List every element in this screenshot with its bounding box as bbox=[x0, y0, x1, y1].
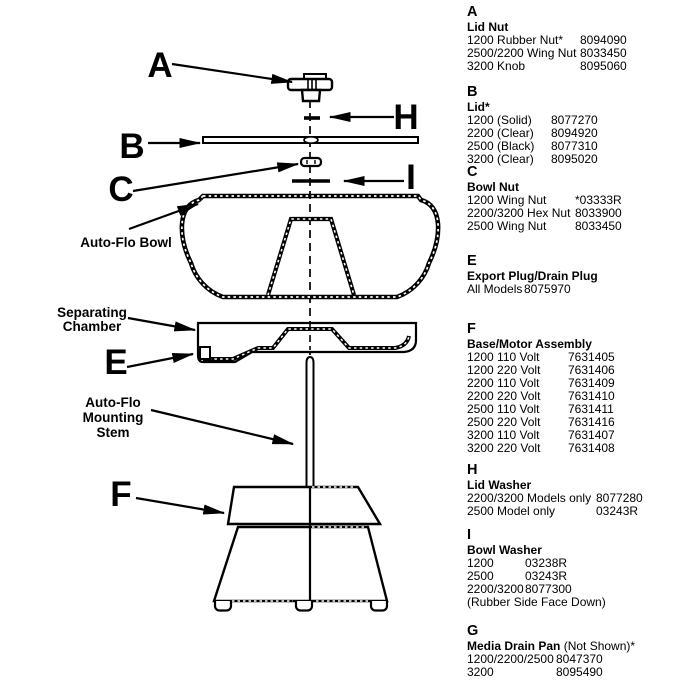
part-name: 2200/3200 Hex Nut bbox=[467, 206, 571, 220]
arrow-c bbox=[133, 164, 298, 191]
auto-flo-bowl-label: Auto-Flo Bowl bbox=[80, 235, 172, 250]
part-number: 8094920 bbox=[551, 126, 598, 140]
part-name: 2200 (Clear) bbox=[467, 126, 534, 140]
arrow-e bbox=[127, 354, 193, 367]
part-number: 03238R bbox=[525, 556, 568, 570]
export-plug-drawing bbox=[200, 347, 210, 359]
part-row bbox=[467, 596, 698, 609]
mounting-stem-drawing bbox=[307, 357, 314, 487]
section-letter: F bbox=[467, 321, 477, 337]
section-title bbox=[467, 20, 698, 34]
mounting-stem-label-line1: Auto-Flo bbox=[85, 395, 141, 410]
arrow-separating-chamber bbox=[128, 318, 195, 330]
part-name: 3200 110 Volt bbox=[467, 428, 540, 442]
section-title bbox=[467, 639, 698, 653]
parts-section-H bbox=[467, 462, 698, 518]
part-number: 8033450 bbox=[575, 219, 622, 233]
part-name: 1200 110 Volt bbox=[467, 350, 540, 364]
separating-chamber-label-line1: Separating bbox=[57, 305, 127, 320]
part-name: 1200 Rubber Nut* bbox=[467, 33, 564, 47]
part-name: All Models bbox=[467, 282, 523, 296]
section-title-bold: Bowl Nut bbox=[467, 180, 519, 194]
part-number: 7631409 bbox=[568, 376, 615, 390]
part-number: 7631416 bbox=[568, 415, 615, 429]
part-number: 8033900 bbox=[575, 206, 622, 220]
section-title-bold: Media Drain Pan bbox=[467, 639, 561, 653]
parts-section-C bbox=[467, 164, 698, 233]
section-title-bold: Lid Nut bbox=[467, 20, 509, 34]
lid-drawing bbox=[203, 137, 418, 143]
part-number: 7631411 bbox=[568, 402, 614, 416]
part-row bbox=[467, 505, 698, 518]
part-name: 1200/2200/2500 bbox=[467, 652, 554, 666]
callout-b-label: B bbox=[119, 127, 145, 166]
part-row bbox=[467, 557, 698, 570]
section-title-bold: Lid* bbox=[467, 100, 490, 114]
part-number: 7631406 bbox=[568, 363, 615, 377]
section-title bbox=[467, 180, 698, 194]
section-letter: G bbox=[467, 623, 479, 639]
section-letter: H bbox=[467, 462, 478, 478]
callout-i-label: I bbox=[406, 158, 416, 197]
part-name: 2200/3200 Models only bbox=[467, 491, 592, 505]
parts-list bbox=[467, 0, 698, 700]
separating-chamber-label-line2: Chamber bbox=[62, 319, 122, 334]
part-name: 2500 220 Volt bbox=[467, 415, 541, 429]
part-name: 2200 220 Volt bbox=[467, 389, 541, 403]
part-number: 8077300 bbox=[525, 582, 572, 596]
part-number: 8095020 bbox=[551, 152, 598, 166]
part-name: 2500 Model only bbox=[467, 504, 556, 518]
section-letter: I bbox=[467, 527, 472, 543]
part-number: 8094090 bbox=[580, 33, 627, 47]
section-title bbox=[467, 337, 698, 351]
part-number: 8047370 bbox=[556, 652, 603, 666]
lid-nut-drawing bbox=[288, 74, 332, 101]
section-letter: C bbox=[467, 164, 478, 180]
arrow-a bbox=[172, 64, 292, 82]
part-name: 2500 Wing Nut bbox=[467, 219, 547, 233]
arrow-bowl bbox=[129, 204, 198, 229]
part-name: 1200 220 Volt bbox=[467, 363, 541, 377]
parts-section-I bbox=[467, 527, 698, 609]
part-number: 7631410 bbox=[568, 389, 615, 403]
section-letter: A bbox=[467, 4, 478, 20]
section-title-bold: Bowl Washer bbox=[467, 543, 542, 557]
part-name: 3200 bbox=[467, 665, 494, 679]
callout-h-label: H bbox=[393, 98, 419, 137]
part-name: 1200 bbox=[467, 556, 494, 570]
base-motor-drawing bbox=[214, 487, 387, 611]
part-name: 2500 110 Volt bbox=[467, 402, 540, 416]
mounting-stem-label-line3: Stem bbox=[96, 425, 130, 440]
part-number: 8077310 bbox=[551, 139, 598, 153]
part-name: 3200 Knob bbox=[467, 59, 526, 73]
part-name: 3200 220 Volt bbox=[467, 441, 541, 455]
mounting-stem-label-line2: Mounting bbox=[82, 410, 144, 425]
part-number: 03243R bbox=[525, 569, 568, 583]
part-row bbox=[467, 283, 698, 296]
section-title bbox=[467, 269, 698, 283]
part-name: 2200/3200 bbox=[467, 582, 524, 596]
part-row bbox=[467, 442, 698, 455]
part-name: (Rubber Side Face Down) bbox=[467, 595, 606, 609]
parts-section-F bbox=[467, 321, 698, 455]
parts-section-B bbox=[467, 84, 698, 166]
part-number: 8033450 bbox=[580, 46, 627, 60]
part-number: 8077280 bbox=[596, 491, 643, 505]
part-name: 1200 Wing Nut bbox=[467, 193, 547, 207]
bowl-nut-drawing bbox=[301, 158, 321, 166]
part-number: 8095490 bbox=[556, 665, 603, 679]
section-title-bold: Lid Washer bbox=[467, 478, 532, 492]
part-number: 8077270 bbox=[551, 113, 598, 127]
part-number: 8075970 bbox=[524, 282, 571, 296]
parts-section-A bbox=[467, 4, 698, 73]
parts-section-E bbox=[467, 253, 698, 296]
part-row bbox=[467, 220, 698, 233]
section-letter: B bbox=[467, 84, 478, 100]
callout-arrows bbox=[127, 64, 404, 513]
section-title bbox=[467, 478, 698, 492]
part-name: 3200 (Clear) bbox=[467, 152, 534, 166]
part-row bbox=[467, 60, 698, 73]
section-title-bold: Base/Motor Assembly bbox=[467, 337, 592, 351]
part-name: 1200 (Solid) bbox=[467, 113, 532, 127]
arrow-f bbox=[136, 498, 224, 513]
section-title bbox=[467, 543, 698, 557]
part-row bbox=[467, 666, 698, 679]
section-letter: E bbox=[467, 253, 478, 269]
callout-f-label: F bbox=[110, 475, 132, 514]
callout-a-label: A bbox=[147, 46, 173, 85]
parts-section-G bbox=[467, 623, 698, 679]
part-number: 7631408 bbox=[568, 441, 615, 455]
section-title-rest: (Not Shown)* bbox=[560, 639, 636, 653]
part-number: 8095060 bbox=[580, 59, 627, 73]
part-name: 2500/2200 Wing Nut bbox=[467, 46, 577, 60]
section-title bbox=[467, 100, 698, 114]
callout-e-label: E bbox=[104, 343, 128, 382]
part-number: *03333R bbox=[575, 193, 622, 207]
part-name: 2500 bbox=[467, 569, 494, 583]
part-name: 2200 110 Volt bbox=[467, 376, 540, 390]
section-title-bold: Export Plug/Drain Plug bbox=[467, 269, 598, 283]
arrow-stem bbox=[151, 410, 293, 444]
part-number: 7631407 bbox=[568, 428, 615, 442]
part-number: 03243R bbox=[596, 504, 639, 518]
part-number: 7631405 bbox=[568, 350, 615, 364]
callout-c-label: C bbox=[108, 170, 134, 209]
part-name: 2500 (Black) bbox=[467, 139, 535, 153]
separating-chamber-drawing bbox=[198, 323, 416, 362]
